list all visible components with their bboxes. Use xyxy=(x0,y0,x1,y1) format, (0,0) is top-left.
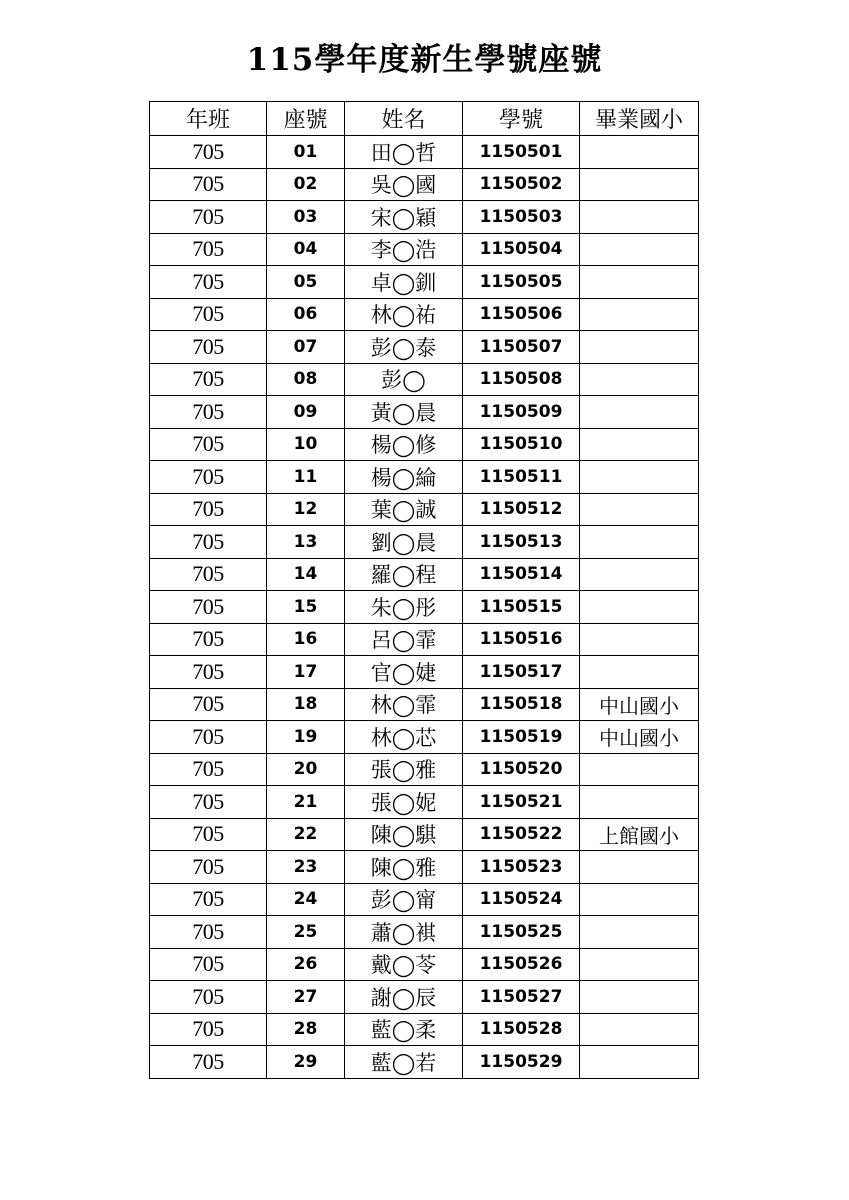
school-cell xyxy=(580,656,699,689)
student-id-cell: 1150507 xyxy=(463,331,580,364)
class-cell: 705 xyxy=(150,948,267,981)
class-cell: 705 xyxy=(150,656,267,689)
student-id-cell: 1150511 xyxy=(463,461,580,494)
page-title: 115學年度新生學號座號 xyxy=(246,42,603,78)
class-cell: 705 xyxy=(150,721,267,754)
table-row xyxy=(150,948,699,981)
student-name-cell: 田◯哲 xyxy=(345,136,463,169)
student-id-cell: 1150510 xyxy=(463,428,580,461)
school-cell xyxy=(580,428,699,461)
school-cell xyxy=(580,298,699,331)
seat-number-cell: 06 xyxy=(267,298,345,331)
school-cell xyxy=(580,136,699,169)
class-cell: 705 xyxy=(150,883,267,916)
table-row xyxy=(150,721,699,754)
class-cell: 705 xyxy=(150,981,267,1014)
table-row xyxy=(150,591,699,624)
student-id-cell: 1150522 xyxy=(463,818,580,851)
school-cell xyxy=(580,201,699,234)
seat-number-cell: 02 xyxy=(267,168,345,201)
class-cell: 705 xyxy=(150,558,267,591)
student-id-cell: 1150526 xyxy=(463,948,580,981)
table-row xyxy=(150,526,699,559)
table-row xyxy=(150,201,699,234)
class-cell: 705 xyxy=(150,1013,267,1046)
student-id-cell: 1150512 xyxy=(463,493,580,526)
seat-number-cell: 15 xyxy=(267,591,345,624)
class-cell: 705 xyxy=(150,461,267,494)
class-cell: 705 xyxy=(150,526,267,559)
student-name-cell: 彭◯ xyxy=(345,363,463,396)
student-name-cell: 林◯霏 xyxy=(345,688,463,721)
table-row xyxy=(150,818,699,851)
student-name-cell: 藍◯柔 xyxy=(345,1013,463,1046)
class-cell: 705 xyxy=(150,688,267,721)
table-row xyxy=(150,558,699,591)
school-cell xyxy=(580,786,699,819)
table-row xyxy=(150,266,699,299)
school-cell xyxy=(580,851,699,884)
student-name-cell: 張◯雅 xyxy=(345,753,463,786)
student-name-cell: 葉◯誠 xyxy=(345,493,463,526)
student-id-cell: 1150520 xyxy=(463,753,580,786)
column-header-seat: 座號 xyxy=(267,102,345,136)
class-cell: 705 xyxy=(150,266,267,299)
class-cell: 705 xyxy=(150,623,267,656)
seat-number-cell: 19 xyxy=(267,721,345,754)
seat-number-cell: 05 xyxy=(267,266,345,299)
table-body xyxy=(150,136,699,1079)
student-name-cell: 羅◯程 xyxy=(345,558,463,591)
student-name-cell: 林◯祐 xyxy=(345,298,463,331)
table-row xyxy=(150,331,699,364)
class-cell: 705 xyxy=(150,363,267,396)
student-id-cell: 1150513 xyxy=(463,526,580,559)
column-header-class: 年班 xyxy=(150,102,267,136)
student-id-cell: 1150524 xyxy=(463,883,580,916)
student-id-cell: 1150514 xyxy=(463,558,580,591)
seat-number-cell: 18 xyxy=(267,688,345,721)
seat-number-cell: 20 xyxy=(267,753,345,786)
student-name-cell: 楊◯修 xyxy=(345,428,463,461)
seat-number-cell: 14 xyxy=(267,558,345,591)
student-id-cell: 1150517 xyxy=(463,656,580,689)
seat-number-cell: 08 xyxy=(267,363,345,396)
class-cell: 705 xyxy=(150,851,267,884)
column-header-name: 姓名 xyxy=(345,102,463,136)
table-row xyxy=(150,461,699,494)
table-row xyxy=(150,688,699,721)
student-id-cell: 1150518 xyxy=(463,688,580,721)
class-cell: 705 xyxy=(150,1046,267,1079)
school-cell: 中山國小 xyxy=(580,721,699,754)
student-id-cell: 1150523 xyxy=(463,851,580,884)
class-cell: 705 xyxy=(150,201,267,234)
class-cell: 705 xyxy=(150,786,267,819)
school-cell: 上館國小 xyxy=(580,818,699,851)
student-id-cell: 1150527 xyxy=(463,981,580,1014)
seat-number-cell: 25 xyxy=(267,916,345,949)
table-row xyxy=(150,916,699,949)
table-row xyxy=(150,1013,699,1046)
student-id-cell: 1150501 xyxy=(463,136,580,169)
seat-number-cell: 07 xyxy=(267,331,345,364)
student-roster-table xyxy=(149,101,699,1079)
student-id-cell: 1150502 xyxy=(463,168,580,201)
school-cell xyxy=(580,558,699,591)
student-name-cell: 李◯浩 xyxy=(345,233,463,266)
seat-number-cell: 27 xyxy=(267,981,345,1014)
seat-number-cell: 29 xyxy=(267,1046,345,1079)
class-cell: 705 xyxy=(150,591,267,624)
student-id-cell: 1150519 xyxy=(463,721,580,754)
column-header-student-id: 學號 xyxy=(463,102,580,136)
school-cell xyxy=(580,948,699,981)
seat-number-cell: 03 xyxy=(267,201,345,234)
student-name-cell: 陳◯騏 xyxy=(345,818,463,851)
seat-number-cell: 01 xyxy=(267,136,345,169)
class-cell: 705 xyxy=(150,331,267,364)
column-header-school: 畢業國小 xyxy=(580,102,699,136)
table-row xyxy=(150,233,699,266)
table-row xyxy=(150,396,699,429)
student-name-cell: 卓◯釧 xyxy=(345,266,463,299)
school-cell xyxy=(580,623,699,656)
student-name-cell: 謝◯辰 xyxy=(345,981,463,1014)
seat-number-cell: 26 xyxy=(267,948,345,981)
table-row xyxy=(150,168,699,201)
class-cell: 705 xyxy=(150,916,267,949)
student-id-cell: 1150515 xyxy=(463,591,580,624)
student-name-cell: 彭◯甯 xyxy=(345,883,463,916)
school-cell xyxy=(580,1046,699,1079)
class-cell: 705 xyxy=(150,168,267,201)
student-name-cell: 戴◯苓 xyxy=(345,948,463,981)
header-row xyxy=(150,102,699,136)
table-row xyxy=(150,1046,699,1079)
table-row xyxy=(150,623,699,656)
seat-number-cell: 12 xyxy=(267,493,345,526)
school-cell xyxy=(580,396,699,429)
class-cell: 705 xyxy=(150,493,267,526)
table-row xyxy=(150,883,699,916)
class-cell: 705 xyxy=(150,136,267,169)
class-cell: 705 xyxy=(150,396,267,429)
class-cell: 705 xyxy=(150,298,267,331)
seat-number-cell: 10 xyxy=(267,428,345,461)
seat-number-cell: 16 xyxy=(267,623,345,656)
student-name-cell: 宋◯穎 xyxy=(345,201,463,234)
table-row xyxy=(150,656,699,689)
school-cell: 中山國小 xyxy=(580,688,699,721)
class-cell: 705 xyxy=(150,233,267,266)
student-name-cell: 劉◯晨 xyxy=(345,526,463,559)
seat-number-cell: 17 xyxy=(267,656,345,689)
school-cell xyxy=(580,883,699,916)
school-cell xyxy=(580,1013,699,1046)
school-cell xyxy=(580,363,699,396)
student-name-cell: 蕭◯褀 xyxy=(345,916,463,949)
student-id-cell: 1150505 xyxy=(463,266,580,299)
seat-number-cell: 28 xyxy=(267,1013,345,1046)
student-id-cell: 1150506 xyxy=(463,298,580,331)
student-id-cell: 1150525 xyxy=(463,916,580,949)
class-cell: 705 xyxy=(150,818,267,851)
table-row xyxy=(150,981,699,1014)
school-cell xyxy=(580,981,699,1014)
school-cell xyxy=(580,266,699,299)
table-row xyxy=(150,786,699,819)
seat-number-cell: 09 xyxy=(267,396,345,429)
school-cell xyxy=(580,331,699,364)
student-name-cell: 朱◯彤 xyxy=(345,591,463,624)
school-cell xyxy=(580,753,699,786)
student-id-cell: 1150509 xyxy=(463,396,580,429)
student-name-cell: 彭◯泰 xyxy=(345,331,463,364)
seat-number-cell: 13 xyxy=(267,526,345,559)
class-cell: 705 xyxy=(150,753,267,786)
student-id-cell: 1150508 xyxy=(463,363,580,396)
school-cell xyxy=(580,591,699,624)
table-row xyxy=(150,753,699,786)
seat-number-cell: 04 xyxy=(267,233,345,266)
table-row xyxy=(150,428,699,461)
student-name-cell: 呂◯霏 xyxy=(345,623,463,656)
school-cell xyxy=(580,233,699,266)
table-row xyxy=(150,136,699,169)
school-cell xyxy=(580,526,699,559)
table-row xyxy=(150,363,699,396)
student-name-cell: 陳◯雅 xyxy=(345,851,463,884)
student-name-cell: 林◯芯 xyxy=(345,721,463,754)
table-row xyxy=(150,851,699,884)
student-name-cell: 楊◯綸 xyxy=(345,461,463,494)
student-id-cell: 1150529 xyxy=(463,1046,580,1079)
seat-number-cell: 11 xyxy=(267,461,345,494)
student-name-cell: 黃◯晨 xyxy=(345,396,463,429)
school-cell xyxy=(580,461,699,494)
seat-number-cell: 21 xyxy=(267,786,345,819)
student-name-cell: 吳◯國 xyxy=(345,168,463,201)
table-row xyxy=(150,493,699,526)
seat-number-cell: 22 xyxy=(267,818,345,851)
student-id-cell: 1150516 xyxy=(463,623,580,656)
seat-number-cell: 24 xyxy=(267,883,345,916)
student-name-cell: 藍◯若 xyxy=(345,1046,463,1079)
student-name-cell: 張◯妮 xyxy=(345,786,463,819)
class-cell: 705 xyxy=(150,428,267,461)
school-cell xyxy=(580,916,699,949)
student-id-cell: 1150528 xyxy=(463,1013,580,1046)
student-id-cell: 1150504 xyxy=(463,233,580,266)
student-id-cell: 1150521 xyxy=(463,786,580,819)
school-cell xyxy=(580,168,699,201)
school-cell xyxy=(580,493,699,526)
seat-number-cell: 23 xyxy=(267,851,345,884)
student-id-cell: 1150503 xyxy=(463,201,580,234)
table-row xyxy=(150,298,699,331)
student-name-cell: 官◯婕 xyxy=(345,656,463,689)
